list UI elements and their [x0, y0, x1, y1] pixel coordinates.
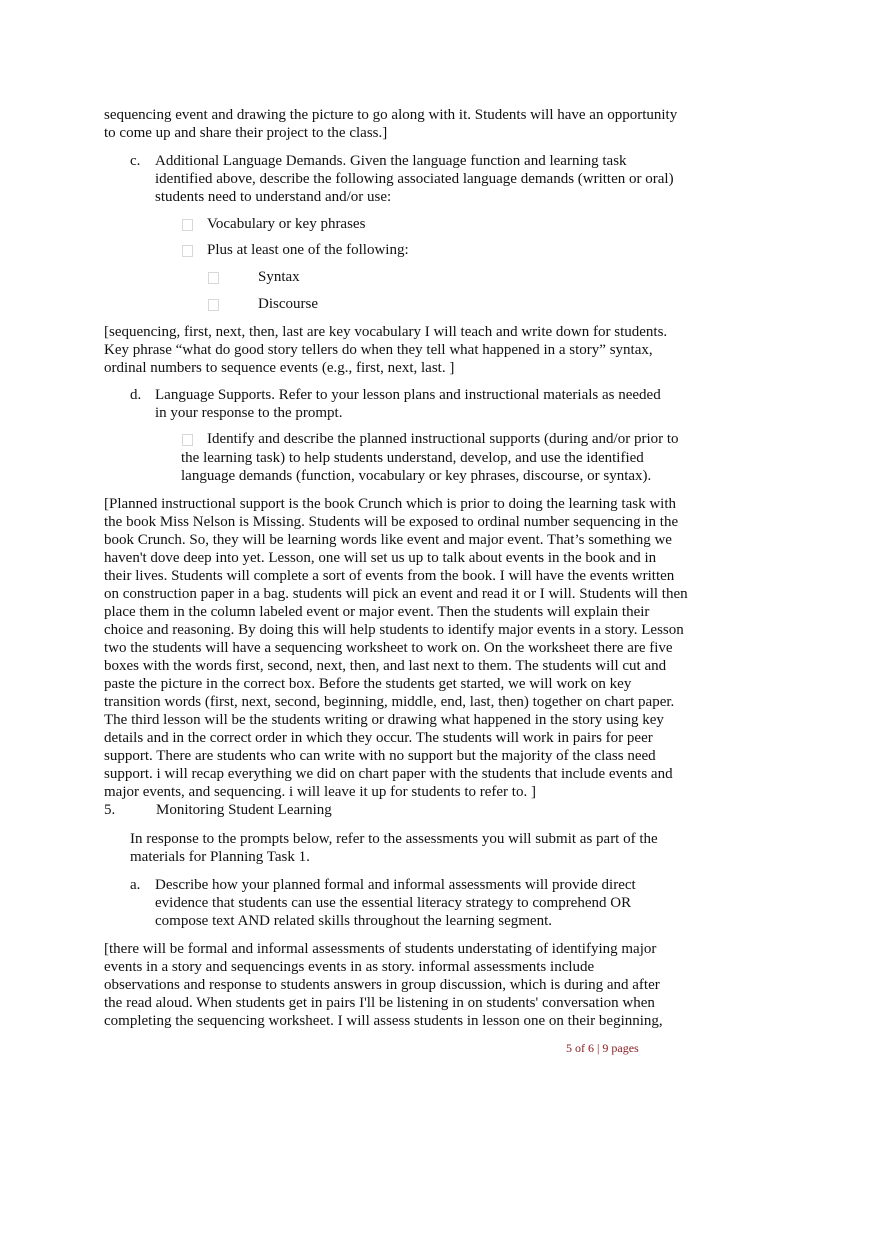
- checkbox-icon: [182, 434, 193, 446]
- section-5-response-3: observations and response to students answers in group discussion, which is during and after: [104, 977, 660, 993]
- section-c-line-1: Additional Language Demands. Given the language function and learning task: [155, 153, 627, 169]
- section-5-a-line-3: compose text AND related skills throughout the learning segment.: [155, 913, 553, 929]
- section-d-item-line-1: Identify and describe the planned instructional supports (during and/or prior to: [207, 431, 679, 447]
- section-c-line-2: identified above, describe the following associated language demands (written or oral): [155, 171, 674, 187]
- intro-line-1: sequencing event and drawing the picture to go along with it. Students will have an opportunity: [104, 107, 678, 123]
- section-c-response-3: ordinal numbers to sequence events (e.g., first, next, last. ]: [104, 360, 455, 376]
- section-d-response-16: support. i will recap everything we did on chart paper with the students that include events and: [104, 766, 673, 782]
- checkbox-icon: [208, 299, 219, 311]
- section-c-response-2: Key phrase “what do good story tellers do when they tell what happened in a story” syntax,: [104, 342, 653, 358]
- section-d-item-line-3: language demands (function, vocabulary or key phrases, discourse, or syntax).: [181, 468, 652, 484]
- section-d-label: d.: [130, 387, 142, 403]
- section-d-response-8: choice and reasoning. By doing this will help students to identify major events in a story. Lesson: [104, 622, 684, 638]
- section-d-response-15: support. There are students who can write with no support but the majority of the class need: [104, 748, 656, 764]
- section-d-response-4: haven't dove deep into yet. Lesson, one will set us up to talk about events in the book and in: [104, 550, 657, 566]
- section-c-item-plus: Plus at least one of the following:: [207, 242, 409, 258]
- section-d-line-1: Language Supports. Refer to your lesson plans and instructional materials as needed: [155, 387, 661, 403]
- section-d-response-1: [Planned instructional support is the book Crunch which is prior to doing the learning task with: [104, 496, 676, 512]
- section-5-response-5: completing the sequencing worksheet. I will assess students in lesson one on their beginning,: [104, 1013, 663, 1029]
- intro-line-2: to come up and share their project to the class.]: [104, 125, 388, 141]
- section-5-response-2: events in a story and sequencings events in as story. informal assessments include: [104, 959, 595, 975]
- section-c-subitem-syntax: Syntax: [258, 269, 300, 285]
- section-d-line-2: in your response to the prompt.: [155, 405, 343, 421]
- section-d-response-5: their lives. Students will complete a sort of events from the book. I will have the events written: [104, 568, 675, 584]
- section-5-a-line-1: Describe how your planned formal and informal assessments will provide direct: [155, 877, 636, 893]
- section-d-response-12: transition words (first, next, second, beginning, middle, end, last, then) together on chart paper.: [104, 694, 675, 710]
- section-5-a-label: a.: [130, 877, 141, 893]
- section-5-intro-2: materials for Planning Task 1.: [130, 849, 310, 865]
- section-d-response-2: the book Miss Nelson is Missing. Students will be exposed to ordinal number sequencing in the: [104, 514, 679, 530]
- checkbox-icon: [182, 245, 193, 257]
- checkbox-icon: [182, 219, 193, 231]
- section-5-intro-1: In response to the prompts below, refer to the assessments you will submit as part of the: [130, 831, 658, 847]
- section-c-line-3: students need to understand and/or use:: [155, 189, 392, 205]
- section-d-response-7: place them in the column labeled event or major event. Then the students will explain their: [104, 604, 650, 620]
- section-5-title: Monitoring Student Learning: [156, 802, 332, 818]
- section-d-response-9: two the students will have a sequencing worksheet to work on. On the worksheet there are five: [104, 640, 673, 656]
- section-d-response-14: details and in the correct order in which they occur. The students will work in pairs for peer: [104, 730, 653, 746]
- page-footer: 5 of 6 | 9 pages: [566, 1041, 639, 1055]
- section-5-response-4: the read aloud. When students get in pairs I'll be listening in on students' conversation when: [104, 995, 655, 1011]
- section-d-response-3: book Crunch. So, they will be learning words like event and major event. That’s something we: [104, 532, 672, 548]
- section-c-response-1: [sequencing, first, next, then, last are key vocabulary I will teach and write down for students.: [104, 324, 668, 340]
- section-5-response-1: [there will be formal and informal assessments of students understating of identifying major: [104, 941, 657, 957]
- section-5-a-line-2: evidence that students can use the essential literacy strategy to comprehend OR: [155, 895, 632, 911]
- section-d-response-6: on construction paper in a bag. students will pick an event and read it or I will. Students will then: [104, 586, 688, 602]
- section-c-subitem-discourse: Discourse: [258, 296, 318, 312]
- section-d-response-17: major events, and sequencing. i will leave it up for students to refer to. ]: [104, 784, 536, 800]
- checkbox-icon: [208, 272, 219, 284]
- section-d-response-11: paste the picture in the correct box. Before the students get started, we will work on key: [104, 676, 632, 692]
- section-d-response-10: boxes with the words first, second, next, then, and last next to them. The students will cut and: [104, 658, 667, 674]
- section-d-item-line-2: the learning task) to help students understand, develop, and use the identified: [181, 450, 644, 466]
- section-5-number: 5.: [104, 802, 116, 818]
- section-c-item-vocabulary: Vocabulary or key phrases: [207, 216, 366, 232]
- section-c-label: c.: [130, 153, 141, 169]
- section-d-response-13: The third lesson will be the students writing or drawing what happened in the story using key: [104, 712, 664, 728]
